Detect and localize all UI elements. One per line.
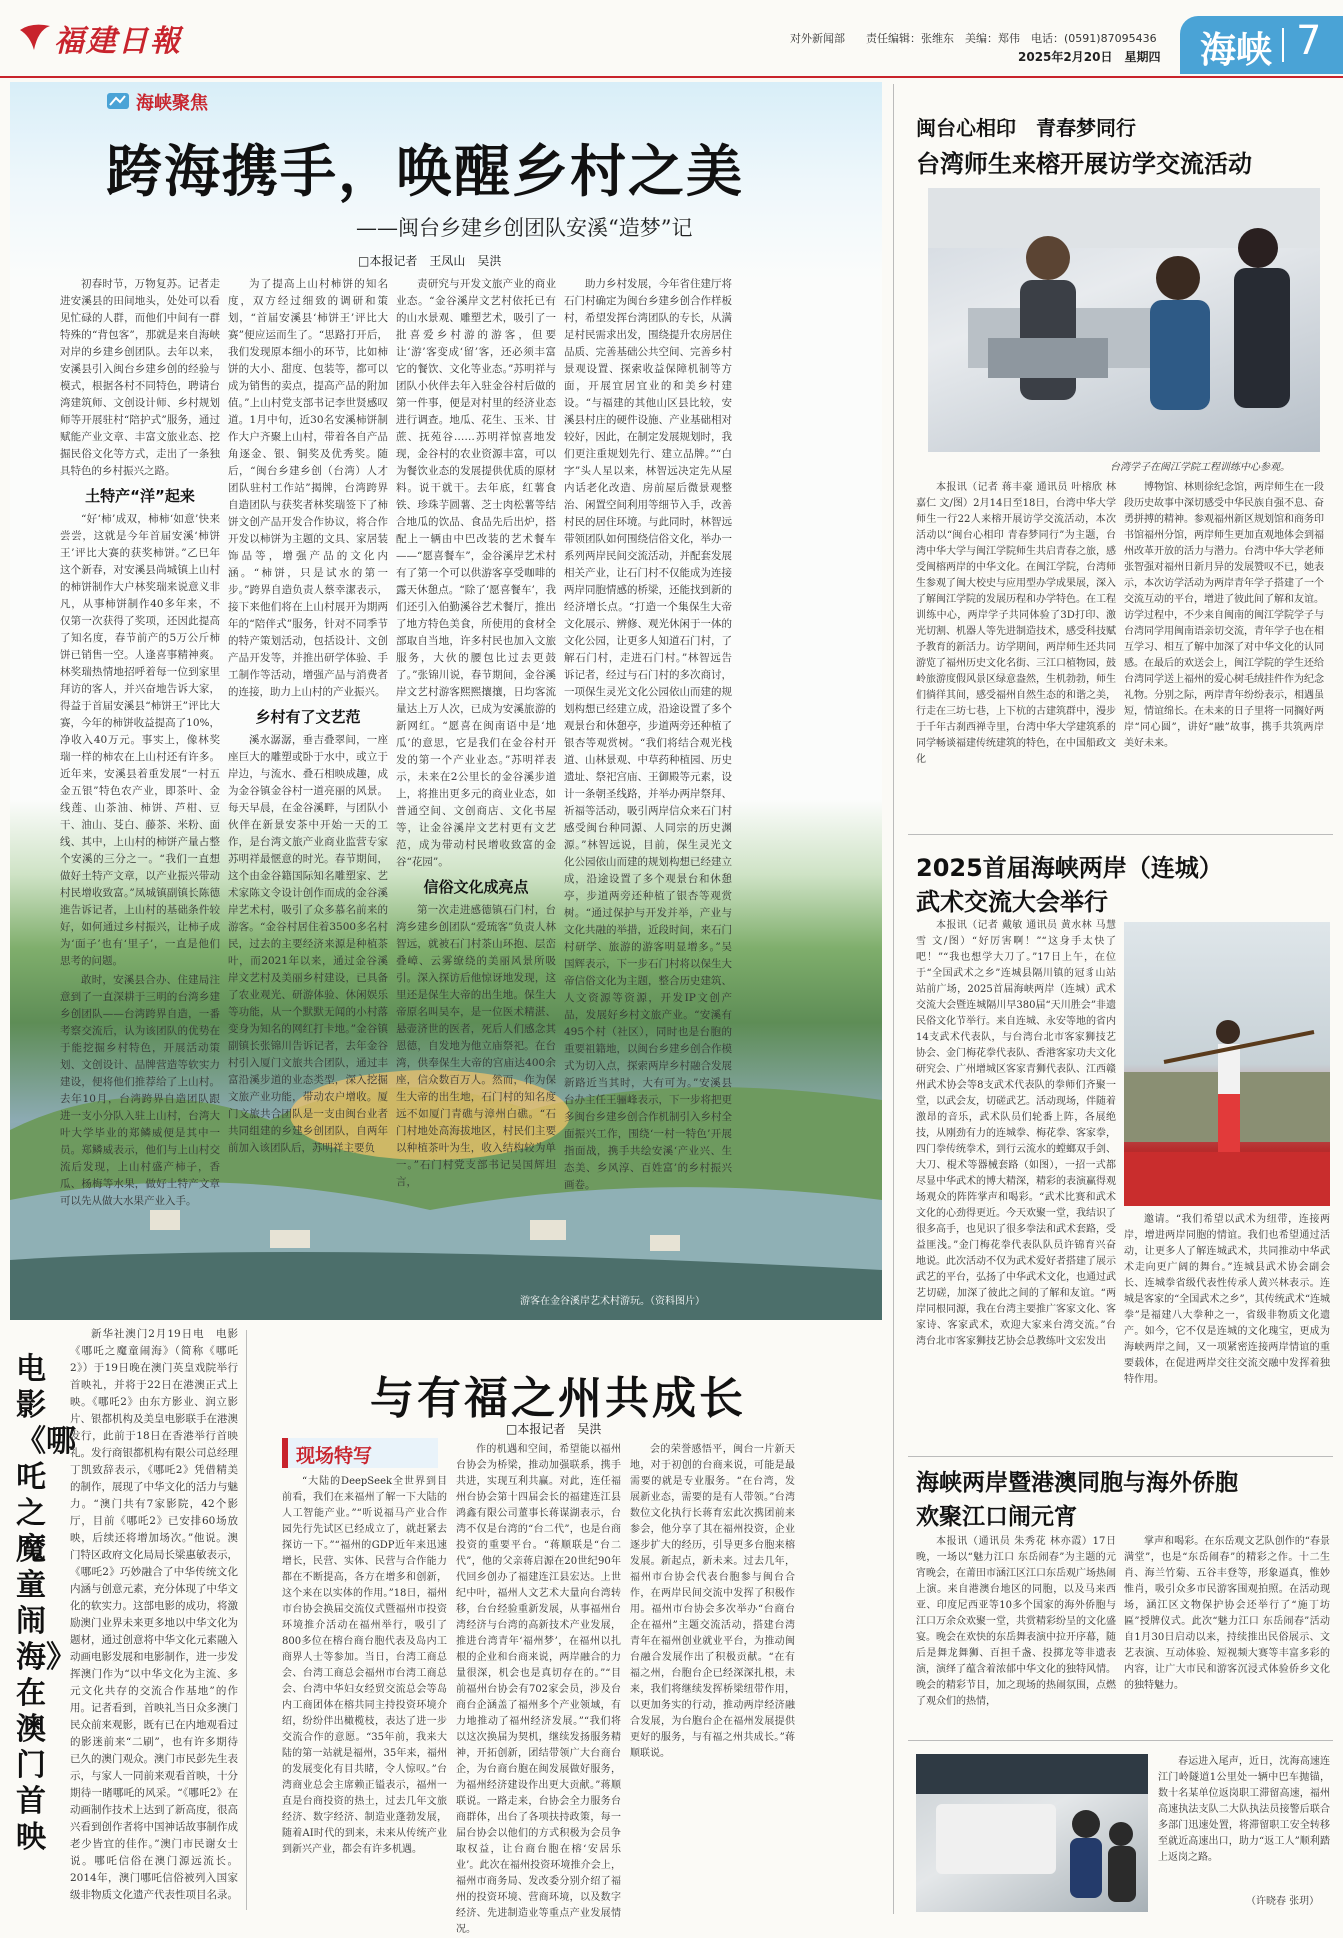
fuzhou-col-1	[282, 1474, 447, 1914]
feature-para: 初春时节，万物复苏。记者走进安溪县的田间地头，处处可以看见忙碌的人群，而他们中间有一群特殊的“背包客”，那就是来自海峡对岸的乡建乡创团队。去年以来，安溪县引入闽台乡建乡创的经验与模式，根据各村不同特色，聘请台湾建筑师、文创设计师、乡村规划师等开展驻村“陪护式”服务，通过赋能产业文章、丰富文旅业态、挖掘民俗文化等方式，走出了一条独具特色的乡村振兴之路。	[60, 278, 220, 477]
nezha-divider	[246, 1330, 247, 1910]
feature-subhead: 信俗文化成亮点	[423, 878, 529, 896]
wushu-title-2: 武术交流大会举行	[916, 888, 1108, 916]
newspaper-logo-icon	[18, 22, 52, 52]
wushu-photo-illustration	[1124, 922, 1330, 1206]
section-name: 海峡	[1200, 30, 1273, 71]
feature-caption: 游客在金谷溪岸艺术村游玩。（资料图片）	[520, 1296, 705, 1307]
feature-subhead: 土特产“洋”起来	[85, 487, 195, 505]
dept-label: 对外新闻部	[790, 32, 845, 45]
wushu-para: 本报讯（记者 戴敏 通讯员 黄水林 马慧雪 文/图）“好厉害啊！”“这身手太快了吧！”“我也想学大刀了。”17日上午，在位于“全国武术之乡”连城县隔川镇的冠豸山站站前广场，2025首届海峡两岸（连城）武术交流大会暨连城隔川早380届“天川胜会”非遗民俗文化节举行。来自连城、永安等地的省内14支武术代表队，与台湾台北市客家狮技艺协会、金门梅花拳代表队、香港客家功夫文化研究会、广州增城区客家青狮代表队、江西赣州武术协会等8支武术代表队的拳师们齐聚一堂，以武会友，切磋武艺。活动现场，伴随着激昂的音乐，武术队员们轮番上阵，各展绝技，从刚劲有力的连城拳、梅花拳、客家拳，四门拳传统拳术，到行云流水的螳螂双手剑、大刀、棍术等器械套路（如图），一招一式都尽显中华武术的博大精深，精彩的表演赢得观场观众的阵阵掌声和喝彩。“武术比赛和武术文化的心劲得更近。今天欢聚一堂，我结识了很多高手，也见识了很多拳法和武术套路，受益匪浅。”金门梅花拳代表队队员许锦育兴奋地说。此次活动不仅为武术爱好者搭建了展示武艺的平台，弘扬了中华武术文化，也通过武艺切磋，加深了彼此之间的了解和友谊。“两岸同根同源，我在台湾主要推广客家文化、客家诗、客家武术，欢迎大家来台湾交流。”台湾台北市客家狮技艺协会总教练叶文宏发出	[916, 920, 1116, 1347]
wushu-para: 邀请。“我们希望以武术为纽带，连接两岸，增进两岸同胞的情谊。我们也希望通过活动，让更多人了解连城武术，共同推动中华武术走向更广阔的舞台。”连城县武术协会副会长、连城拳省级代表性传承人黄兴林表示。连城是客家的“全国武术之乡”，其传统武术“连城拳”是福建八大拳种之一，省级非物质文化遗产。如今，它不仅是连城的文化瑰宝，更成为海峡两岸之间，又一项紧密连接两岸情谊的重要载体，在促进两岸交往交流交融中发挥着独特作用。	[1124, 1214, 1330, 1385]
visit-col-1	[916, 480, 1116, 830]
editors-label: 责任编辑：张维东 美编：郑伟 电话：(0591)87095436	[866, 32, 1157, 45]
visit-photo	[928, 188, 1320, 452]
wushu-photo	[1124, 922, 1330, 1206]
masthead-rule	[0, 76, 1343, 78]
column-tag-icon	[106, 90, 132, 112]
feature-title: 跨海携手，唤醒乡村之美	[106, 140, 744, 205]
feature-byline: □本报记者 王凤山 吴洪	[358, 254, 502, 268]
feature-para: 溪水潺潺，垂吉叠翠间，一座座巨大的雕塑或卧于水中，或立于岸边，与流水、叠石相映成趣，成为金谷镇金谷村一道亮丽的风景。每天早晨，在金谷溪畔，与团队小伙伴在新景安茶中开始一天的工作，是台湾文旅产业商业监营专家苏明祥最惬意的时光。春节期间，这个由金谷籍国际知名雕塑家、艺术家陈文令设计创作而成的金谷溪岸艺术村，吸引了众多慕名前来的游客。“金谷村居住着3500多名村民，过去的主要经济来源是种植茶叶，而2021年以来，通过金谷溪岸文艺村及美丽乡村建设，已具备了农业观光、研游体验、休闲娱乐等功能，从一个默默无闻的小村落变身为知名的网红打卡地。”金谷镇副镇长张锦川告诉记者，去年金谷村引入厦门文旅共合团队，通过丰富沿溪步道的业态类型，深入挖掘文旅产业功能，带动农户增收。厦门文旅共合团队是一支由闽台业者共同组建的乡建乡创团队，自两年前加入该团队后，苏明祥主要负	[228, 734, 388, 1154]
fuzhou-para: “大陆的DeepSeek全世界到目前看，我们在来福州了解一下大陆的人工智能产业。”“听说福马产业合作园先行先试区已经成立了，就赶紧去探访一下。”“福州的GDP近年来迅速增长，民营、实体、民营与合作能力都在不断提高，各方在增多和创新，这个来在以实体的作用。”18日，福州市台协会换届交流仪式暨福州市投资环境推介活动在福州举行，吸引了800多位在榕台商台胞代表及岛内工商界人士等参加。当日，台湾工商总会、台湾工商总会福州市台湾工商总会、台湾中华妇女经贸交流总会等岛内工商团体在榕共同主持投资环境介绍，纷纷伴出橄榄枝，表达了进一步交流合作的意愿。“35年前，我来大陆的第一站就是福州，35年来，福州的发展变化有目共睹，令人惊叹。”台湾商业总会主席赖正镒表示，福州一直是台商投资的热土，过去几年文旅经济、数字经济、制造业蓬勃发展，随着AI时代的到来，未来从传统产业到新兴产业，都会有许多机遇。	[282, 1476, 447, 1855]
feature-para: 责研究与开发文旅产业的商业业态。“金谷溪岸文艺村依托已有的山水景观、雕塑艺术，吸引了一批喜爱乡村游的游客，但要让‘游’客变成‘留’客，还必须丰富它的餐饮、文化等业态。”苏明祥与团队小伙伴去年入驻金谷村后做的第一件事，便是对村里的经济业态进行调查。地瓜、花生、玉米、甘蔗、抚苑谷……苏明祥惊喜地发现，金谷村的农业资源丰富，可以为餐饮业态的发展提供优质的原材料。说干就干。去年底，红薯食铁、珍珠芋圆薯、芝士肉松薯等结合地瓜的饮品、食品先后出炉，搭配上一辆由中巴改装的艺术餐车——“愿喜餐车”，金谷溪岸艺术村有了第一个可以供游客享受咖啡的露天休憩点。“除了‘愿喜餐车’，我们还引入伯勤溪谷艺术餐厅，推出了地方特色美食，所使用的食材全部取自当地，许多村民也加入文旅服务，大伙的腰包比过去更鼓了。”张锦川说，春节期间，金谷溪岸文艺村游客熙熙攘攘，日均客流量达上万人次，已成为安溪旅游的新网红。“愿喜在闽南语中是‘地瓜’的意思，它是我们在金谷村开发的第一个产业业态。”苏明祥表示，未来在2公里长的金谷溪步道上，将推出更多元的商业业态，如普通空间、文创商店、文化书屋等，让金谷溪岸文艺村更有文艺范，成为带动村民增收致富的金谷“花园”。	[396, 278, 556, 868]
fuzhou-col-2	[456, 1442, 621, 1935]
fuzhou-para: 会的荣誉感悟平，闽台一片新天地，对于初创的台商来说，可能是最需要的就是专业服务。“在台湾，发展新业态，需要的是有人带领。”台湾数位文化执行长蒋育宏此次携团前来参会，他分享了其在福州投资，企业逐步扩大的经历，引导更多台胞来榕发展。新起点，新未来。过去几年，福州市台协会代表台胞参与闽台合作，在两岸民间交流中发挥了积极作用。福州市台协会多次举办“台商台企在福州”主题交流活动，搭建台湾青年在福州创业就业平台，为推动闽台融合发展作出了积极贡献。“在有福之州，台胞台企已经深深扎根，未来，我们将继续发挥桥梁纽带作用，以更加务实的行动，推动两岸经济融合发展，为台胞台企在福州发展提供更好的服务，与有福之州共成长。”蒋顺联说。	[630, 1444, 795, 1759]
feature-col-1	[60, 276, 220, 1207]
wushu-col-2	[1124, 1212, 1330, 1452]
visit-title-2: 台湾师生来榕开展访学交流活动	[916, 150, 1252, 178]
feature-subhead: 乡村有了文艺范	[255, 708, 361, 726]
fuzhou-para: 作的机遇和空间，希望能以福州台协会为桥梁，推动加强联系，携手共进，实现互利共赢。对此，连任福州台协会第十四届会长的福建连江县鸿鑫有限公司董事长蒋谋湖表示，台湾不仅是台湾的“台二代”，也是台商投资的重要平台。“蒋顺联是“台二代”，他的父亲蒋启源在20世纪90年代回乡创办了福建连江县宏达。上世纪中叶，福州人文艺术大量向台湾转移，台台经验重新发展，从事福州台湾经济与台湾的高新技术产业发展，推进台湾青年‘福州梦’，在福州以扎根的企业和台商来说，两岸融合的力量很深，机会也是真切存在的。”“目前福州台协会有702家会员，涉及台商台企涵盖了福州多个产业领域，有力地推动了福州经济发展。”“我们将以这次换届为契机，继续发扬服务精神，开拓创新，团结带领广大台商台企，为台商台胞在闽发展做好服务，为福州经济建设作出更大贡献。”蒋顺联说。一路走来，台协会全力服务台商群体，出台了各项扶持政策，每一届台协会以他们的方式积极为会员争取权益，让台商台胞在榕‘安居乐业’。此次在福州投资环境推介会上，福州市商务局、发改委分别介绍了福州的投资环境、营商环境，以及数字经济、先进制造业等重点产业发展情况。	[456, 1444, 621, 1935]
gangao-para: 掌声和喝彩。在东岳观文艺队创作的“春景满堂”，也是“东岳闹春”的精彩之作。十二生肖、海兰竹菊、五谷丰登等，形象逼真，惟妙惟肖，吸引众多市民游客围观拍照。在活动现场，涵江区文物保护协会还举行了“施丁坊匾”授牌仪式。此次“魅力江口 东岳闹春”活动自1月30日启动以来，持续推出民俗展示、文艺表演、互动体验、短视频大赛等丰富多彩的内容，让广大市民和游客沉浸式体验侨乡文化的独特魅力。	[1124, 1536, 1330, 1691]
column-tag-label: 海峡聚焦	[136, 93, 208, 114]
masthead	[0, 0, 1343, 74]
fuzhou-title: 与有福之州共成长	[370, 1373, 746, 1424]
visit-photo-illustration	[928, 188, 1320, 452]
nezha-para: 新华社澳门2月19日电 电影《哪吒之魔童闹海》（简称《哪吒2》）于19日晚在澳门英皇戏院举行首映礼，并将于22日在港澳正式上映。《哪吒2》由东方影业、润立影片、银都机构及美皇电影联手在港澳发行，此前于18日在香港举行首映礼。发行商银都机构有限公司总经理丁凯致辞表示，《哪吒2》凭借精美的制作，展现了中华文化的活力与魅力。“澳门共有7家影院，42个影厅，目前《哪吒2》已安排60场放映，后续还将增加场次。”他说。澳门特区政府文化局局长梁惠敏表示，《哪吒2》巧妙融合了中华传统文化内涵与创意元素，充分体现了中华文化的软实力。这部电影的成功，将激励澳门业界未来更多地以中华文化为题材，通过创意将中华文化元素融入动画电影发展和电影制作，进一步发挥澳门作为“以中华文化为主流、多元文化共存的交流合作基地”的作用。记者看到，首映礼当日众多澳门民众前来观影，既有已在内地观看过的影迷前来“二刷”，也有许多期待已久的澳门观众。澳门市民彭先生表示，与家人一同前来观看首映，十分期待一睹哪吒的风采。“《哪吒2》在动画制作技术上达到了新高度，很高兴看到创作者将中国神话故事制作成老少皆宜的佳作。”澳门市民谢女士说。哪吒信俗在澳门源远流长。2014年，澳门哪吒信俗被列入国家级非物质文化遗产代表性项目名录。	[70, 1328, 238, 1901]
feature-para: 第一次走进感德镇石门村，台湾乡建乡创团队“爱琉客”负责人林智远，就被石门村茶山环抱、层峦叠嶂、云雾缭绕的美丽风景所吸引。深入探访后他惊讶地发现，这里还是保生大帝的出生地。保生大帝原名叫吴夲，是一位医术精湛、悬壶济世的医者，死后人们感念其恩德，自发地为他立庙祭祀。在台湾，供奉保生大帝的宫庙达400余座，信众数百万人。然而，作为保生大帝的出生地，石门村的知名度远不如厦门青礁与漳州白礁。“石门村地处高海拔地区，村民们主要以种植茶叶为生，收入结构较为单一。”石门村党支部书记吴国辉坦言，	[396, 904, 556, 1188]
feature-para: “好‘柿’成双，柿柿‘如意’快来尝尝，这就是今年首届安溪‘柿饼王’评比大赛的获奖柿饼。”乙巳年这个新春，对安溪县尚城镇上山村的柿饼制作大户林奖瑞来说意义非凡，从事柿饼制作40多年来，不仅第一次获得了奖项，还因此提高了知名度，春节前产的5万公斤柿饼已销售一空。人逢喜事精神爽。林奖瑞热情地招呼着每一位到家里拜访的客人，并兴奋地告诉大家，得益于首届安溪县“柿饼王”评比大赛，今年的柿饼收益提高了10%，净收入40万元。事实上，像林奖瑞一样的柿农在上山村还有许多。近年来，安溪县着重发展“一村五金五银”特色农产业，即茶叶、金线莲、山茶油、柿饼、芦柑、豆干、油山、芟白、藤茶、米粉、面线、其中，上山村的柿饼产量占整个安溪的三分之一。“我们一直想做好土特产文章，以产业振兴带动村民增收致富。”凤城镇副镇长陈德進告诉记者，上山村的基础条件较好，如何通过乡村振兴，让柿子成为‘面子’也有‘里子’，一直是他们思考的问题。	[60, 513, 220, 967]
nezha-body	[70, 1326, 238, 1911]
section-divider	[1282, 28, 1284, 62]
wushu-col-1	[916, 918, 1116, 1453]
wushu-rule	[908, 1456, 1333, 1457]
gangao-col-2	[1124, 1534, 1330, 1728]
nezha-title: 电影《哪吒之魔童闹海》在澳门首映	[16, 1352, 76, 1855]
visit-para: 博物馆、林则徐纪念馆，两岸师生在一段段历史故事中深切感受中华民族自强不息、奋勇拼搏的精神。参观福州新区规划馆和商务印书馆福州分馆，两岸师生更加直观地体会到福州改革开放的活力与潜力。台湾中华大学老师张智强对福州日新月异的发展赞叹不已，她表示，本次访学活动为两岸青年学子搭建了一个交流互动的平台，增进了彼此间了解和友谊。访学过程中，不少来自闽南的闽江学院学子与台湾同学用闽南语亲切交流，青年学子也在相互学习、相互了解中加深了对中华文化的认同感。在最后的欢送会上，闽江学院的学生还给台湾同学送上福州的爱心树毛绒挂件作为纪念礼物。分别之际，两岸青年纷纷表示，相遇虽短，情谊绵长。在未来的日子里将一同搁好两岸“同心圆”，讲好“融”故事，携手共筑两岸美好未来。	[1124, 482, 1324, 749]
fuzhou-byline: □本报记者 吴洪	[506, 1422, 602, 1436]
newspaper-logo: 福建日報	[54, 24, 182, 59]
gangao-rule	[908, 1740, 1333, 1741]
wushu-title-1: 2025首届海峡两岸（连城）	[916, 854, 1223, 882]
gangao-title-2: 欢聚江口闹元宵	[916, 1504, 1077, 1530]
gangao-col-1	[916, 1534, 1116, 1728]
visit-caption: 台湾学子在闽江学院工程训练中心参观。	[1110, 462, 1290, 473]
visit-title-1: 闽台心相印 青春梦同行	[916, 116, 1136, 140]
spring-photo	[916, 1754, 1148, 1912]
feature-para: 助力乡村发展，今年省住建厅将石门村确定为闽台乡建乡创合作样板村，希望发挥台湾团队的专长，从满足村民需求出发，围绕提升农房居住品质、完善基础公共空间、完善乡村景观设置、探索收益保障机制等方面，开展宜居宜业的和美乡村建设。“与福建的其他山区县比较，安溪县村庄的硬件设施、产业基础相对较好，因此，在制定发展规划时，我们更注重规划先行、建立品牌。”“白字”头人星以来，林智远决定先从屋内话老化改造、房前屋后微景观整治、闲置空间利用等细节入手，改善村民的居住环境。与此同时，林智远带领团队如何围绕信俗文化，举办一系列两岸民间交流活动，并配套发展相关产业，让石门村不仅能成为连接两岸同胞情感的桥梁，还能找到新的经济增长点。“打造一个集保生大帝文化展示、辨修、观光休闲于一体的文化公园，让更多人知道石门村，了解石门村，走进石门村。”林智远告诉记者，经过与石门村的多次商讨，一项保生灵光文化公园依山而建的规划构想已经建立成，沿途设置了多个观景台和休憩亭，步道两旁还种植了银杏等观赏树。“我们将结合观光栈道、山林景观、中草药种植园、历史遗址、祭祀宫庙、王御殿等元素，设计一条朝圣线路，并举办两岸祭拜、祈福等活动，吸引两岸信众来石门村感受闽台种同源、人同宗的历史渊源。”林智远说，目前，保生灵光文化公园依山而建的规划构想已经建立成，沿途设置了多个观景台和休憩亭，步道两旁还种植了银杏等观赏树。“通过保护与开发并举，产业与文化共融的举措，近段时间，来石门村研学、旅游的游客明显增多。”吴国辉表示，下一步石门村将以保生大帝信俗文化为主题，整合历史建筑、人文资源等资源，开发IP文创产品，发展好乡村文旅产业。“安溪有495个村（社区），同时也是台胞的重要祖籍地，以闽台乡建乡创合作模式为切入点，探索两岸乡村融合发展新路近当其时，大有可为。”安溪县台办主任王骊峰表示，下一步将把更多闽台乡建乡创合作机制引入乡村全面振兴工作，围绕‘一村一特色’开展指面战，携手共绘安溪‘产业兴、生态美、乡风淳、百姓富’的乡村振兴画卷。	[564, 278, 732, 1191]
feature-para: 为了提高上山村柿饼的知名度，双方经过细致的调研和策划，“首届安溪县‘柿饼王’评比大赛”便应运而生了。“思路打开后，我们发现原本细小的环节，比如柿饼的大小、甜度、包装等，都可以成为销售的卖点，提高产品的附加值。”上山村党支部书记李世贤感叹道。1月中旬，近30名安溪柿饼制作大户齐聚上山村，带着各自产品角逐金、银、铜奖及优秀奖。随后，“闽台乡建乡创（台湾）人才团队驻村工作站”揭牌，台湾跨界自造团队与获奖者林奖瑞签下了柿饼文创产品开发合作协议，将合作开发以柿饼为主题的文具、家居装饰品等，增强产品的文化内涵。“柿饼，只是试水的第一步。”跨界自造负责人蔡幸潔表示，接下来他们将在上山村展开为期两年的“陪伴式”服务，针对不同季节的特产策划活动，包括设计、文创产品开发等，并推出研学体验、手工制作等活动，增强产品与消费者的连接，助力上山村的产业振兴。	[228, 278, 388, 698]
feature-subtitle: ——闽台乡建乡创团队安溪“造梦”记	[356, 216, 693, 240]
spring-text	[1158, 1754, 1330, 1888]
spring-photo-illustration	[916, 1754, 1148, 1912]
live-tag-label: 现场特写	[296, 1445, 373, 1467]
visit-para: 本报讯（记者 蒋丰豪 通讯员 叶榕欣 林嘉仁 文/图）2月14日至18日，台湾中华大学师生一行22人来榕开展访学交流活动，本次活动以“闽台心相印 青春梦同行”为主题，台湾中华大学与闽江学院师生共启青春之旅，感受闽榕两岸的中华文化。在闽江学院，台湾师生参观了闽大校史与应用型办学成果展，深入了解闽江学院的发展历程和办学特色。在工程训练中心，两岸学子共同体验了3D打印、激光切割、机器人等先进制造技术，感受科技赋予教育的新活力。访学期间，两岸师生还共同游览了福州历史文化名街、三江口植物园，鼓岭旅游度假风景区绿意盎然，生机勃勃，师生们徜徉其间，感受福州自然生态的和谐之美，行走在三坊七巷，上下杭的古建筑群中，漫步于千年古刹西禅寺里，台湾中华大学建筑系的同学畅谈福建传统建筑的特色，在中国船政文化	[916, 482, 1116, 765]
feature-col-2	[228, 276, 388, 1154]
fuzhou-col-3	[630, 1442, 795, 1914]
column-tag	[106, 88, 236, 114]
gangao-para: 本报讯（通讯员 朱秀花 林亦霞）17日晚，一场以“魅力江口 东岳闹春”为主题的元宵晚会，在莆田市涵江区江口东岳观广场热闹上演。来自港澳台地区的同胞，以及马来西亚、印度尼西亚等10多个国家的海外侨胞与江口万余众欢聚一堂，共赏精彩纷呈的文化盛宴。晚会在欢快的东岳舞表演中拉开序幕，随后是舞龙舞狮、百担千盏、投掷龙等非遗表演，演绎了蕴含着浓郁中华文化的独特风情。晚会的精彩节目，加之现场的热闹氛围，点燃了观众们的热情，	[916, 1536, 1116, 1707]
visit-rule	[908, 834, 1333, 835]
gangao-title-1: 海峡两岸暨港澳同胞与海外侨胞	[916, 1470, 1238, 1496]
spring-credit: （许晓春 张玥）	[1246, 1896, 1320, 1907]
issue-date: 2025年2月20日 星期四	[1018, 50, 1161, 64]
live-tag	[282, 1438, 438, 1468]
right-column-divider	[893, 84, 894, 1914]
feature-col-3	[396, 276, 556, 1188]
spring-para: 春运进入尾声，近日，沈海高速连江门岭隧道1公里处一辆中巴车抛锚，数十名某单位返岗职工滞留高速，福州高速执法支队二大队执法员接警后联合多部门迅速处置，将滞留职工安全转移至就近高速出口，助力“返工人”顺利踏上返岗之路。	[1158, 1756, 1330, 1863]
visit-col-2	[1124, 480, 1324, 830]
feature-col-4	[564, 276, 732, 1191]
page-number: 7	[1296, 18, 1322, 64]
feature-para: 敢时，安溪县合办、住建局注意到了一直深耕于三明的台湾乡建乡创团队——台湾跨界自造，一番考察交流后，认为该团队的优势在于能挖掘乡村特色，开展活动策划、文创设计、品牌营造等软实力建设，便将他们推荐给了上山村。去年10月，台湾跨界自造团队跟进一支小分队入驻上山村，台湾大叶大学毕业的郑鳞威便是其中一员。郑鳞威表示，他们与上山村交流后发现，上山村盛产柿子，香瓜、杨梅等水果，做好土特产文章可以先从做大水果产业入手。	[60, 974, 220, 1207]
